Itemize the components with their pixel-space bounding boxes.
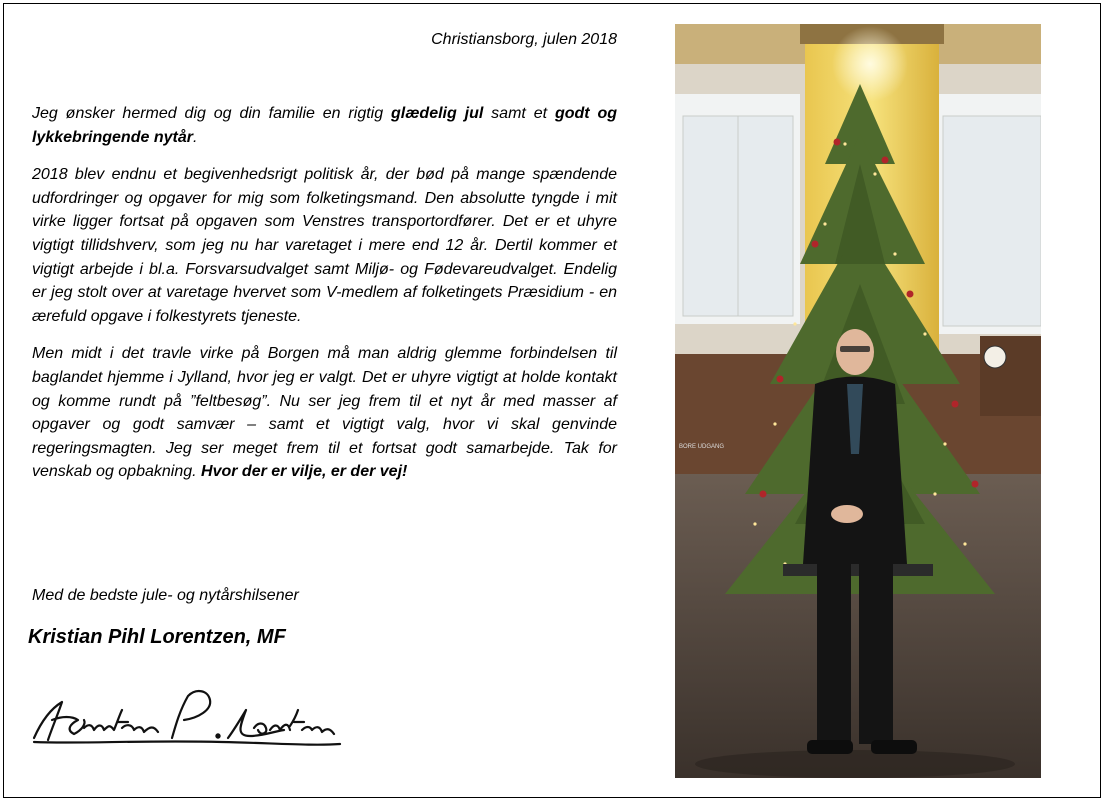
exit-sign-text: BORE UDGANG xyxy=(679,444,725,450)
greeting-text-2: samt et xyxy=(483,105,555,122)
place-date: Christiansborg, julen 2018 xyxy=(431,31,617,48)
christmas-tree-photo xyxy=(675,24,1041,778)
paragraph-politics: 2018 blev endnu et begivenhedsrigt politisk år, der bød på mange spændende udfordringer og opgaver for mig som folketingsmand. Den absolutte tyngde i mit virke ligger fortsat på opgaven som Venstres transportordfører. Det er et uhyre vigtigt tillidshverv, som jeg nu har varetaget i mere end 12 år. Dertil kommer et vigtigt arbejde i bl.a. Forsvarsudvalget samt Miljø- og Fødevareudvalget. Endelig er jeg stolt over at varetage hvervet som V-medlem af folketingets Præsidium - en ærefuld opgave i folkestyrets tjeneste. xyxy=(32,166,617,325)
photo-illustration xyxy=(675,24,1041,778)
handwritten-signature xyxy=(22,680,352,755)
greeting-text-1: Jeg ønsker hermed dig og din familie en rigtig xyxy=(32,105,391,122)
greeting-bold-1: glædelig jul xyxy=(390,105,484,122)
greeting-bold-2: godt og lykkebringende nytår xyxy=(32,105,618,146)
paragraph-homeland xyxy=(32,342,617,484)
paragraph-homeland-text: Men midt i det travle virke på Borgen må man aldrig glemme forbindelsen til baglandet hjemme i Jylland, hvor jeg er valgt. Det er uhyre vigtigt at holde kontakt og komme rundt på ”feltbesøg”. Nu ser jeg frem til et nyt år med masser af opgaver og godt samvær – samt et vigtigt valg, hvor vi skal genvinde regeringsmagten. Jeg ser meget frem til et fortsat godt samarbejde. Tak for venskab og opbakning. xyxy=(32,345,617,481)
letter-body xyxy=(32,28,617,484)
greeting-paragraph xyxy=(32,102,617,149)
greeting-text-3: . xyxy=(192,128,198,146)
signer-name: Kristian Pihl Lorentzen, MF xyxy=(28,626,286,648)
closing-line: Med de bedste jule- og nytårshilsener xyxy=(32,587,299,604)
motto: Hvor der er vilje, er der vej! xyxy=(201,463,408,481)
